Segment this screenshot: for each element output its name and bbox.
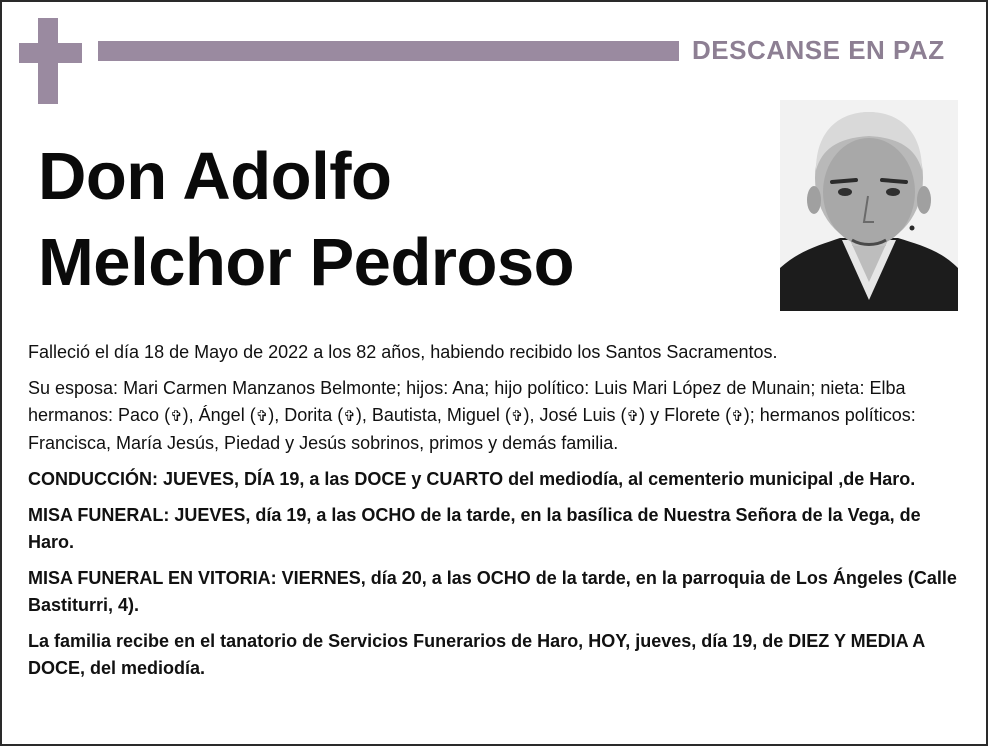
portrait-illustration	[780, 100, 958, 311]
misa-vitoria-notice: MISA FUNERAL EN VITORIA: VIERNES, día 20, a las OCHO de la tarde, en la parroquia de Los Ángeles (Calle Bastiturri, 4).	[28, 568, 957, 615]
small-cross-icon: ✞	[731, 408, 744, 425]
name-line-2: Melchor Pedroso	[38, 225, 575, 300]
small-cross-icon: ✞	[510, 408, 524, 425]
portrait-photo	[780, 100, 958, 311]
misa-funeral-notice: MISA FUNERAL: JUEVES, día 19, a las OCHO de la tarde, en la basílica de Nuestra Señora de la Vega, de Haro.	[28, 505, 921, 552]
small-cross-icon: ✞	[626, 408, 640, 425]
obituary-body	[28, 339, 968, 691]
small-cross-icon: ✞	[255, 408, 269, 425]
name-line-1: Don Adolfo	[38, 139, 392, 214]
cross-horizontal-bar	[19, 43, 82, 63]
death-notice: Falleció el día 18 de Mayo de 2022 a los 82 años, habiendo recibido los Santos Sacramentos.	[28, 342, 778, 362]
small-cross-icon: ✞	[343, 408, 356, 425]
tanatorio-notice: La familia recibe en el tanatorio de Servicios Funerarios de Haro, HOY, jueves, día 19, de DIEZ Y MEDIA A DOCE, del mediodía.	[28, 631, 925, 678]
deceased-name	[38, 134, 574, 306]
small-cross-icon: ✞	[170, 408, 183, 425]
conduccion-notice: CONDUCCIÓN: JUEVES, DÍA 19, a las DOCE y CUARTO del mediodía, al cementerio municipal ,de Haro.	[28, 469, 916, 489]
header-rule	[98, 41, 679, 61]
header-label: DESCANSE EN PAZ	[692, 35, 945, 65]
family-list: Su esposa: Mari Carmen Manzanos Belmonte; hijos: Ana; hijo político: Luis Mari López de Munain; nieta: Elba hermanos: Paco (✞), Ángel (✞), Dorita (✞), Bautista, Miguel (✞), José Luis (✞) y Florete (✞); hermanos políticos: Francisca, María Jesús, Piedad y Jesús sobrinos, primos y demás familia.	[28, 378, 916, 453]
